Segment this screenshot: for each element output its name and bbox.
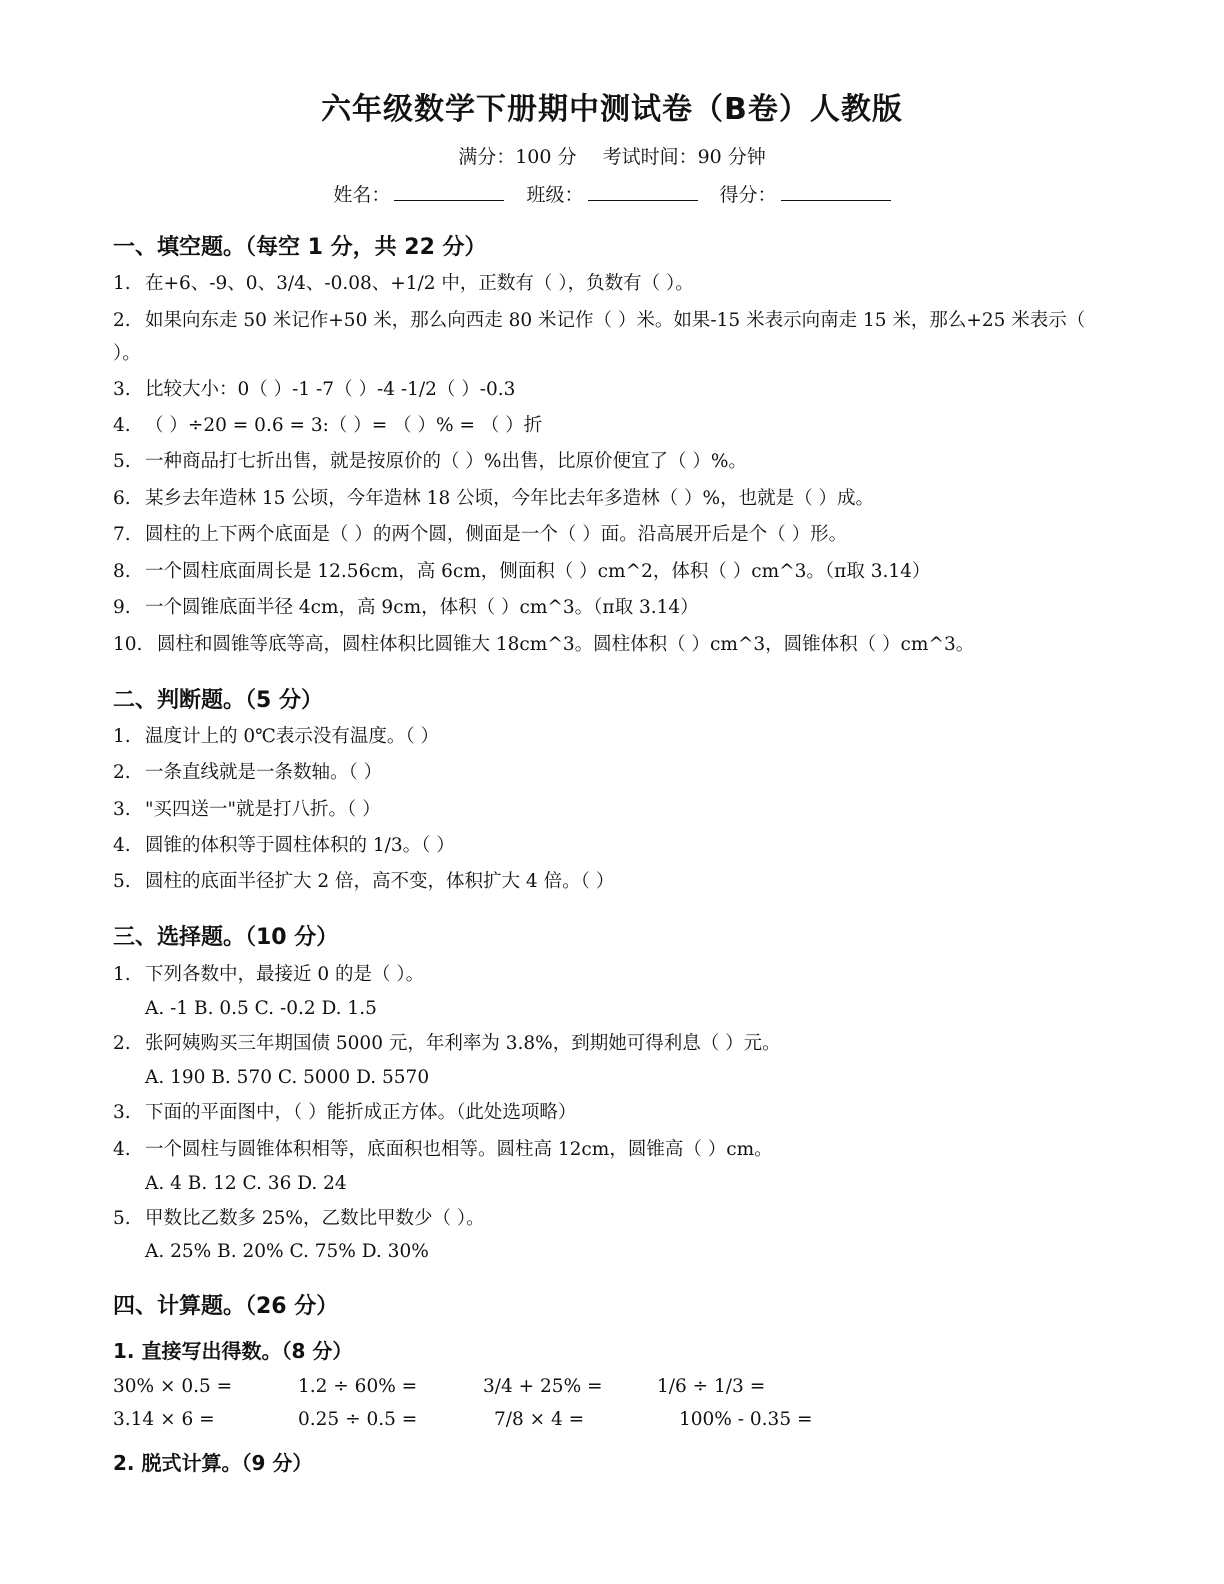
question-number: 2.: [113, 310, 131, 331]
subsection-2-title: 2. 脱式计算。（9 分）: [113, 1451, 313, 1475]
question-number: 3.: [113, 1102, 131, 1123]
question-number: 6.: [113, 488, 131, 509]
question-number: 3.: [113, 379, 131, 400]
question: [113, 490, 874, 509]
question-number: 4.: [113, 1139, 131, 1160]
question: [113, 1104, 576, 1123]
answer-options: A. 4 B. 12 C. 36 D. 24: [145, 1173, 347, 1194]
question: [113, 563, 930, 582]
question: [113, 417, 542, 436]
answer-options: A. -1 B. 0.5 C. -0.2 D. 1.5: [145, 998, 377, 1019]
name-label: 姓名：: [333, 184, 391, 206]
question-text: 一条直线就是一条数轴。（ ）: [145, 762, 383, 783]
question-text: 一个圆柱底面周长是 12.56cm，高 6cm，侧面积（ ）cm^2，体积（ ）cm^3。（π取 3.14）: [145, 561, 931, 582]
exam-meta: [0, 142, 1224, 169]
calc-item: 3.14 × 6 =: [113, 1409, 215, 1430]
calc-item: 1.2 ÷ 60% =: [298, 1376, 418, 1397]
question-text: 圆锥的体积等于圆柱体积的 1/3。（ ）: [145, 835, 455, 856]
question-text: 比较大小：0（ ）-1 -7（ ）-4 -1/2（ ）-0.3: [145, 379, 516, 400]
exam-time: 考试时间：90 分钟: [602, 146, 766, 168]
question-number: 7.: [113, 524, 131, 545]
answer-options: A. 190 B. 570 C. 5000 D. 5570: [145, 1067, 430, 1088]
page-title: 六年级数学下册期中测试卷（B卷）人教版: [321, 92, 903, 127]
calc-item: 30% × 0.5 =: [113, 1376, 233, 1397]
calc-item: 7/8 × 4 =: [494, 1409, 585, 1430]
question-text: 圆柱和圆锥等底等高，圆柱体积比圆锥大 18cm^3。圆柱体积（ ）cm^3，圆锥体积（ ）cm^3。: [157, 634, 975, 655]
question-number: 1.: [113, 273, 131, 294]
section-3-title: 三、选择题。（10 分）: [113, 925, 339, 950]
section-2-title: 二、判断题。（5 分）: [113, 688, 323, 713]
question-number: 2.: [113, 1033, 131, 1054]
question: [113, 873, 614, 892]
question: [113, 381, 515, 400]
question-text: 圆柱的底面半径扩大 2 倍，高不变，体积扩大 4 倍。（ ）: [145, 871, 615, 892]
subsection-1-title: 1. 直接写出得数。（8 分）: [113, 1339, 353, 1363]
calc-item: 100% - 0.35 =: [679, 1409, 813, 1430]
name-field: [333, 180, 504, 207]
question: [113, 599, 699, 618]
question-number: 10.: [113, 634, 143, 655]
question-text: 下列各数中，最接近 0 的是（ ）。: [145, 964, 425, 985]
question: [113, 764, 382, 783]
question-text: 一种商品打七折出售，就是按原价的（ ）%出售，比原价便宜了（ ）%。: [145, 451, 747, 472]
score-label: 得分：: [719, 184, 777, 206]
class-field: [526, 180, 697, 207]
question-text: 在+6、-9、0、3/4、-0.08、+1/2 中，正数有（ ），负数有（ ）。: [145, 273, 694, 294]
score-total: 满分：100 分: [458, 146, 577, 168]
question-text: 下面的平面图中，（ ）能折成正方体。（此处选项略）: [145, 1102, 577, 1123]
question-number: 1.: [113, 726, 131, 747]
question-number: 3.: [113, 799, 131, 820]
calc-item: 3/4 + 25% =: [483, 1376, 603, 1397]
question-number: 1.: [113, 964, 131, 985]
question: [113, 966, 424, 985]
question: [113, 801, 381, 820]
question: [113, 1210, 485, 1229]
calc-item: 1/6 ÷ 1/3 =: [657, 1376, 766, 1397]
question: [113, 526, 847, 545]
question-number: 4.: [113, 415, 131, 436]
question-text: 如果向东走 50 米记作+50 米，那么向西走 80 米记作（ ）米。如果-15 米表示向南走 15 米，那么+25 米表示（ ）。: [113, 310, 1086, 364]
question: [113, 837, 455, 856]
question-text: "买四送一"就是打八折。（ ）: [145, 799, 381, 820]
section-4-title: 四、计算题。（26 分）: [113, 1294, 339, 1319]
question-text: 温度计上的 0℃表示没有温度。（ ）: [145, 726, 439, 747]
score-blank[interactable]: [781, 180, 891, 201]
question: [113, 275, 694, 294]
question-text: （ ）÷20 = 0.6 = 3:（ ）= （ ）% = （ ）折: [145, 415, 543, 436]
question: [113, 1141, 773, 1160]
question-text: 甲数比乙数多 25%，乙数比甲数少（ ）。: [145, 1208, 485, 1229]
question: [113, 728, 439, 747]
question: [113, 304, 1103, 370]
question-number: 5.: [113, 451, 131, 472]
question-text: 某乡去年造林 15 公顷，今年造林 18 公顷，今年比去年多造林（ ）%，也就是（ ）成。: [145, 488, 874, 509]
question-number: 5.: [113, 1208, 131, 1229]
question-text: 一个圆柱与圆锥体积相等，底面积也相等。圆柱高 12cm，圆锥高（ ）cm。: [145, 1139, 773, 1160]
class-label: 班级：: [526, 184, 584, 206]
student-info: [0, 180, 1224, 207]
question: [113, 453, 747, 472]
question-number: 9.: [113, 597, 131, 618]
answer-options: A. 25% B. 20% C. 75% D. 30%: [145, 1241, 429, 1262]
question-number: 5.: [113, 871, 131, 892]
question-number: 4.: [113, 835, 131, 856]
question-text: 圆柱的上下两个底面是（ ）的两个圆，侧面是一个（ ）面。沿高展开后是个（ ）形。: [145, 524, 848, 545]
class-blank[interactable]: [588, 180, 698, 201]
question-number: 2.: [113, 762, 131, 783]
name-blank[interactable]: [394, 180, 504, 201]
question: [113, 1035, 781, 1054]
question-text: 张阿姨购买三年期国债 5000 元，年利率为 3.8%，到期她可得利息（ ）元。: [145, 1033, 781, 1054]
section-1-title: 一、填空题。（每空 1 分，共 22 分）: [113, 235, 487, 260]
score-field: [720, 180, 891, 207]
question-number: 8.: [113, 561, 131, 582]
question: [113, 636, 974, 655]
question-text: 一个圆锥底面半径 4cm，高 9cm，体积（ ）cm^3。（π取 3.14）: [145, 597, 699, 618]
calc-item: 0.25 ÷ 0.5 =: [298, 1409, 418, 1430]
